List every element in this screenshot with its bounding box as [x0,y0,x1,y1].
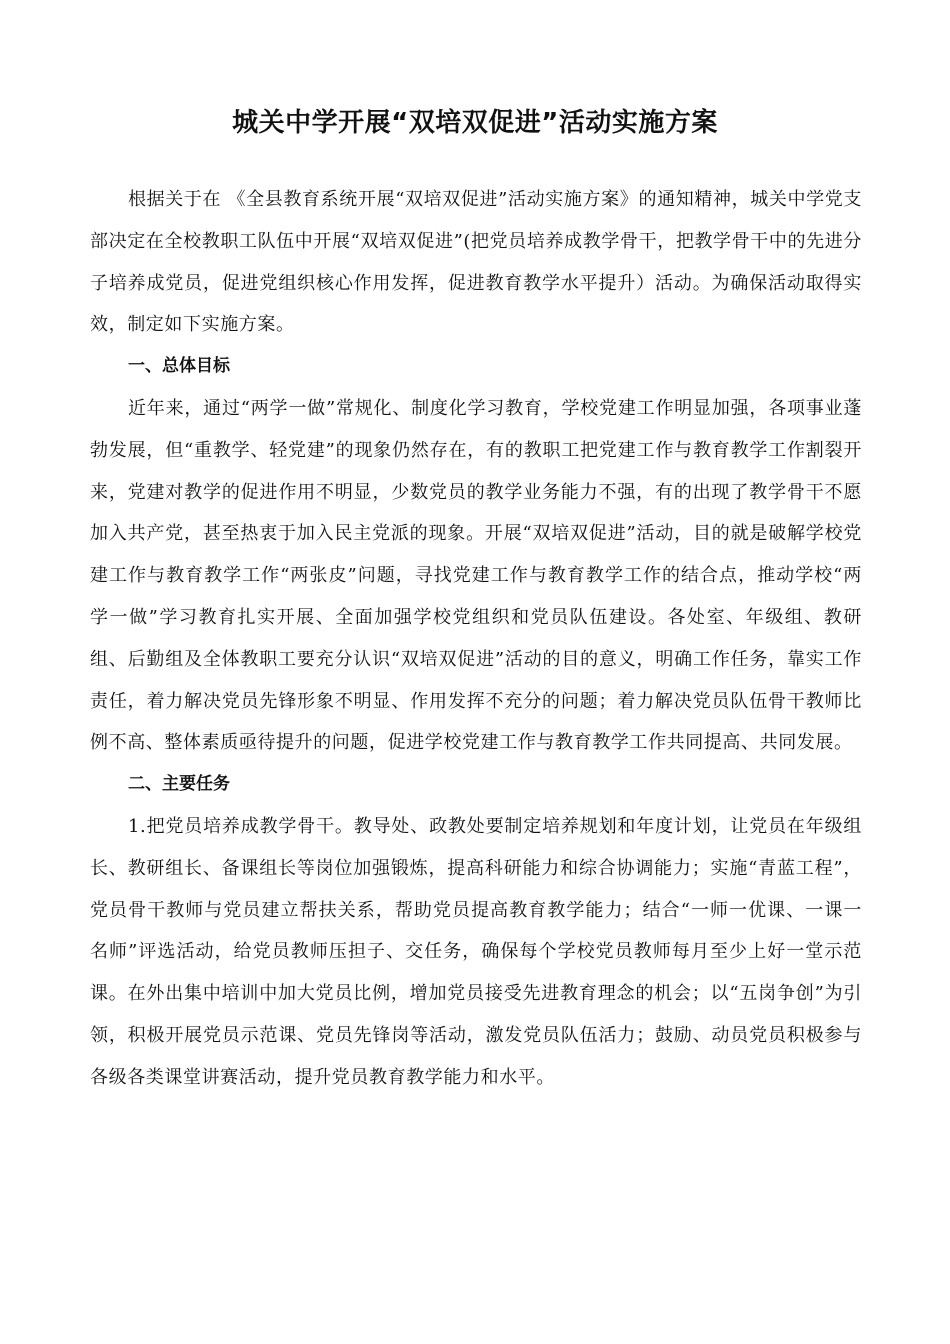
section-heading-tasks: 二、主要任务 [128,774,230,795]
document-body [90,179,862,1099]
intro-paragraph: 根据关于在 《全县教育系统开展“双培双促进”活动实施方案》的通知精神，城关中学党支部决定在全校教职工队伍中开展“双培双促进”(把党员培养成教学骨干，把教学骨干中的先进分子培养成党员，促进党组织核心作用发挥，促进教育教学水平提升）活动。为确保活动取得实效，制定如下实施方案。 [90,189,862,336]
section-body-tasks: 1.把党员培养成教学骨干。教导处、政教处要制定培养规划和年度计划，让党员在年级组长、教研组长、备课组长等岗位加强锻炼，提高科研能力和综合协调能力；实施“青蓝工程”，党员骨干教师与党员建立帮扶关系，帮助党员提高教育教学能力；结合“一师一优课、一课一名师”评选活动，给党员教师压担子、交任务，确保每个学校党员教师每月至少上好一堂示范课。在外出集中培训中加大党员比例，增加党员接受先进教育理念的机会；以“五岗争创”为引领，积极开展党员示范课、党员先锋岗等活动，激发党员队伍活力；鼓励、动员党员积极参与各级各类课堂讲赛活动，提升党员教育教学能力和水平。 [90,815,862,1088]
section-body-goals: 近年来，通过“两学一做”常规化、制度化学习教育，学校党建工作明显加强，各项事业蓬勃发展，但“重教学、轻党建”的现象仍然存在，有的教职工把党建工作与教育教学工作割裂开来，党建对教学的促进作用不明显，少数党员的教学业务能力不强，有的出现了教学骨干不愿加入共产党，甚至热衷于加入民主党派的现象。开展“双培双促进”活动，目的就是破解学校党建工作与教育教学工作“两张皮”问题，寻找党建工作与教育教学工作的结合点，推动学校“两学一做”学习教育扎实开展、全面加强学校党组织和党员队伍建设。各处室、年级组、教研组、后勤组及全体教职工要充分认识“双培双促进”活动的目的意义，明确工作任务，靠实工作责任，着力解决党员先锋形象不明显、作用发挥不充分的问题；着力解决党员队伍骨干教师比例不高、整体素质亟待提升的问题，促进学校党建工作与教育教学工作共同提高、共同发展。 [90,397,862,754]
section-heading-goals: 一、总体目标 [128,356,230,377]
document-title: 城关中学开展“双培双促进”活动实施方案 [232,108,718,138]
